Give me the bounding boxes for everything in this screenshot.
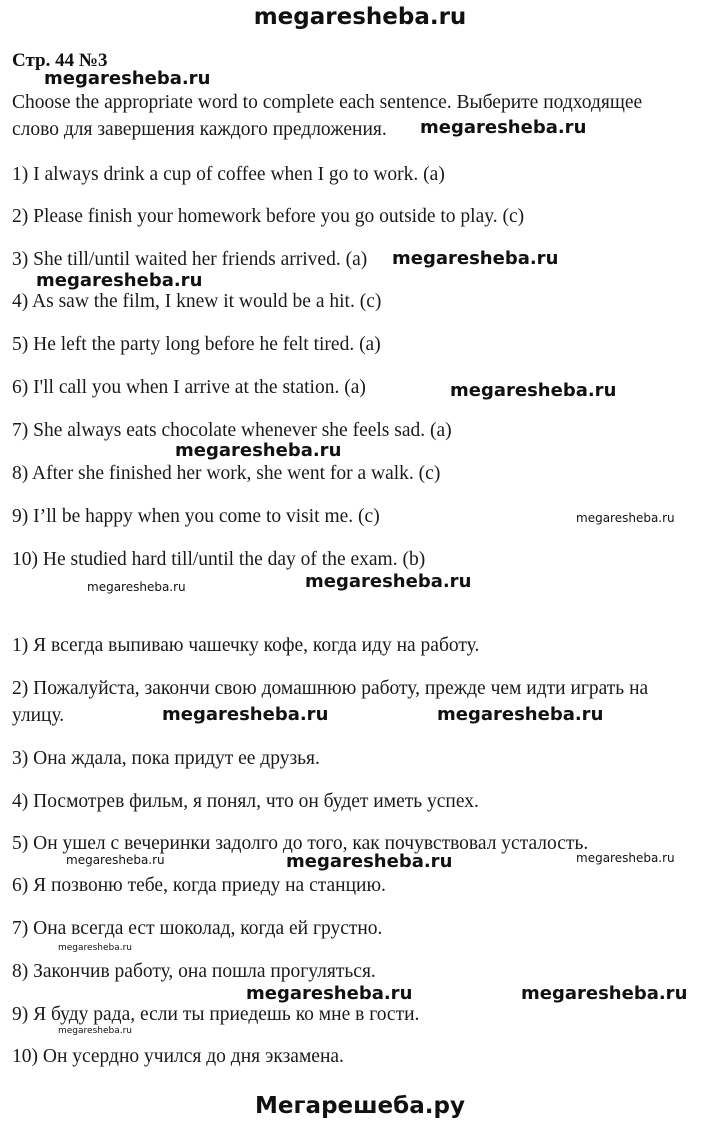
watermark: megaresheba.ru	[87, 580, 186, 594]
english-sentence-1: 1) I always drink a cup of coffee when I go to work. (a)	[12, 164, 445, 185]
site-footer-brand[interactable]: Мегарешеба.ру	[255, 1093, 465, 1119]
russian-sentence-4: 4) Посмотрев фильм, я понял, что он будет иметь успех.	[12, 791, 479, 812]
english-sentence-3: 3) She till/until waited her friends arrived. (a)	[12, 249, 368, 270]
watermark: megaresheba.ru	[576, 511, 675, 525]
russian-sentence-2-cont: улицу.	[12, 705, 65, 726]
english-sentence-8: 8) After she finished her work, she went for a walk. (c)	[12, 463, 441, 484]
watermark: megaresheba.ru	[305, 571, 472, 592]
russian-sentence-6: 6) Я позвоню тебе, когда приеду на станцию.	[12, 875, 386, 896]
watermark: megaresheba.ru	[450, 380, 617, 401]
watermark: megaresheba.ru	[36, 270, 203, 291]
russian-sentence-5: 5) Он ушел с вечеринки задолго до того, как почувствовал усталость.	[12, 833, 589, 854]
english-sentence-9: 9) I’ll be happy when you come to visit me. (c)	[12, 506, 380, 527]
russian-sentence-9: 9) Я буду рада, если ты приедешь ко мне в гости.	[12, 1004, 420, 1025]
watermark: megaresheba.ru	[175, 440, 342, 461]
watermark: megaresheba.ru	[392, 248, 559, 269]
english-sentence-4: 4) As saw the film, I knew it would be a hit. (c)	[12, 291, 382, 312]
russian-sentence-10: 10) Он усердно учился до дня экзамена.	[12, 1046, 344, 1067]
english-sentence-5: 5) He left the party long before he felt tired. (a)	[12, 334, 381, 355]
russian-sentence-7: 7) Она всегда ест шоколад, когда ей грустно.	[12, 918, 383, 939]
watermark: megaresheba.ru	[58, 943, 132, 953]
watermark: megaresheba.ru	[420, 117, 587, 138]
english-sentence-7: 7) She always eats chocolate whenever she feels sad. (a)	[12, 420, 452, 441]
instructions-line-1: Choose the appropriate word to complete each sentence. Выберите подходящее	[12, 92, 643, 113]
watermark: megaresheba.ru	[66, 853, 165, 867]
russian-sentence-1: 1) Я всегда выпиваю чашечку кофе, когда иду на работу.	[12, 635, 480, 656]
english-sentence-6: 6) I'll call you when I arrive at the station. (a)	[12, 377, 366, 398]
watermark: megaresheba.ru	[437, 704, 604, 725]
watermark: megaresheba.ru	[521, 983, 688, 1004]
russian-sentence-3: 3) Она ждала, пока придут ее друзья.	[12, 748, 320, 769]
english-sentence-10: 10) He studied hard till/until the day of the exam. (b)	[12, 549, 426, 570]
russian-sentence-8: 8) Закончив работу, она пошла прогуляться.	[12, 961, 376, 982]
english-sentence-2: 2) Please finish your homework before you go outside to play. (c)	[12, 206, 525, 227]
watermark: megaresheba.ru	[246, 983, 413, 1004]
instructions-line-2: слово для завершения каждого предложения.	[12, 119, 387, 140]
page-title: Стр. 44 №3	[12, 50, 108, 71]
site-header[interactable]: megaresheba.ru	[253, 4, 467, 30]
russian-sentence-2: 2) Пожалуйста, закончи свою домашнюю работу, прежде чем идти играть на	[12, 678, 649, 699]
watermark: megaresheba.ru	[44, 68, 211, 89]
watermark: megaresheba.ru	[162, 704, 329, 725]
watermark: megaresheba.ru	[58, 1026, 132, 1036]
watermark: megaresheba.ru	[576, 851, 675, 865]
watermark: megaresheba.ru	[286, 851, 453, 872]
